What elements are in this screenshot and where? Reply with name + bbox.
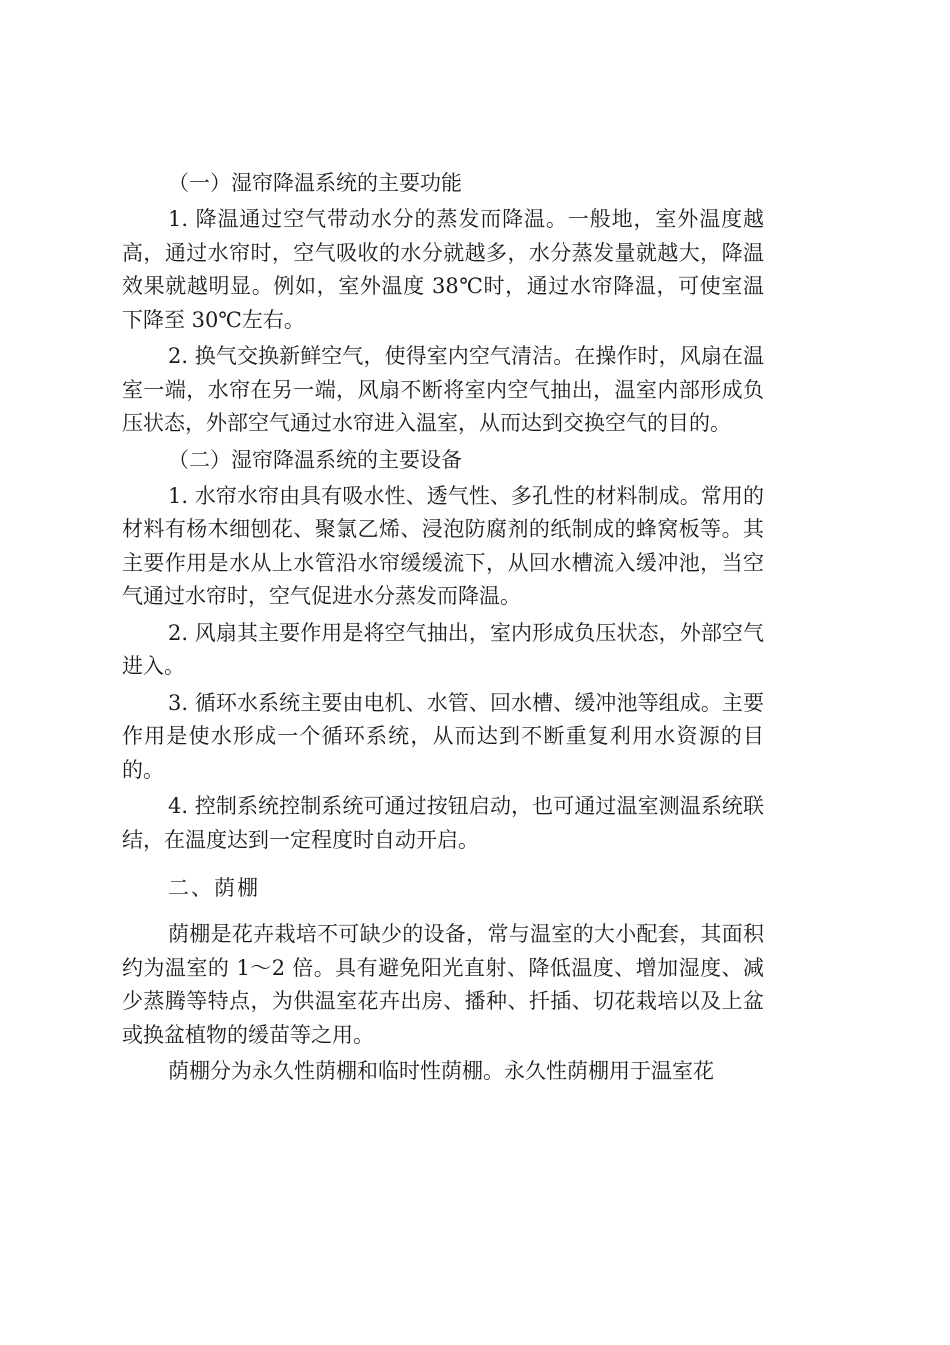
paragraph-circulation: 3. 循环水系统主要由电机、水管、回水槽、缓冲池等组成。主要作用是使水形成一个循环系统，从而达到不断重复利用水资源的目的。 <box>122 690 764 782</box>
paragraph-water-curtain: 1. 水帘水帘由具有吸水性、透气性、多孔性的材料制成。常用的材料有杨木细刨花、聚氯乙烯、浸泡防腐剂的纸制成的蜂窝板等。其主要作用是水从上水管沿水帘缓缓流下，从回水槽流入缓冲池，当空气通过水帘时，空气促进水分蒸发而降温。 <box>122 483 764 608</box>
paragraph-ventilation: 2. 换气交换新鲜空气，使得室内空气清洁。在操作时，风扇在温室一端，水帘在另一端，风扇不断将室内空气抽出，温室内部形成负压状态，外部空气通过水帘进入温室，从而达到交换空气的目的。 <box>122 344 764 435</box>
section-heading-shade-shed: 二、荫棚 <box>168 876 260 900</box>
document-body <box>122 164 764 1089</box>
paragraph-control: 4. 控制系统控制系统可通过按钮启动，也可通过温室测温系统联结，在温度达到一定程度时自动开启。 <box>122 794 764 852</box>
paragraph-shade-shed-types: 荫棚分为永久性荫棚和临时性荫棚。永久性荫棚用于温室花 <box>168 1059 714 1083</box>
subsection-heading-equipment: （二）湿帘降温系统的主要设备 <box>168 447 462 472</box>
paragraph-shade-shed-intro: 荫棚是花卉栽培不可缺少的设备，常与温室的大小配套，其面积约为温室的 1～2 倍。具有避免阳光直射、降低温度、增加湿度、减少蒸腾等特点，为供温室花卉出房、播种、扦插、切花栽培以及上盆或换盆植物的缓苗等之用。 <box>122 922 764 1047</box>
subsection-heading-functions: （一）湿帘降温系统的主要功能 <box>168 171 462 195</box>
paragraph-fan: 2. 风扇其主要作用是将空气抽出，室内形成负压状态，外部空气进入。 <box>122 620 764 678</box>
paragraph-cooling: 1. 降温通过空气带动水分的蒸发而降温。一般地，室外温度越高，通过水帘时，空气吸收的水分就越多，水分蒸发量就越大，降温效果就越明显。例如，室外温度 38℃时，通过水帘降温，可使室温下降至 30℃左右。 <box>122 207 764 332</box>
